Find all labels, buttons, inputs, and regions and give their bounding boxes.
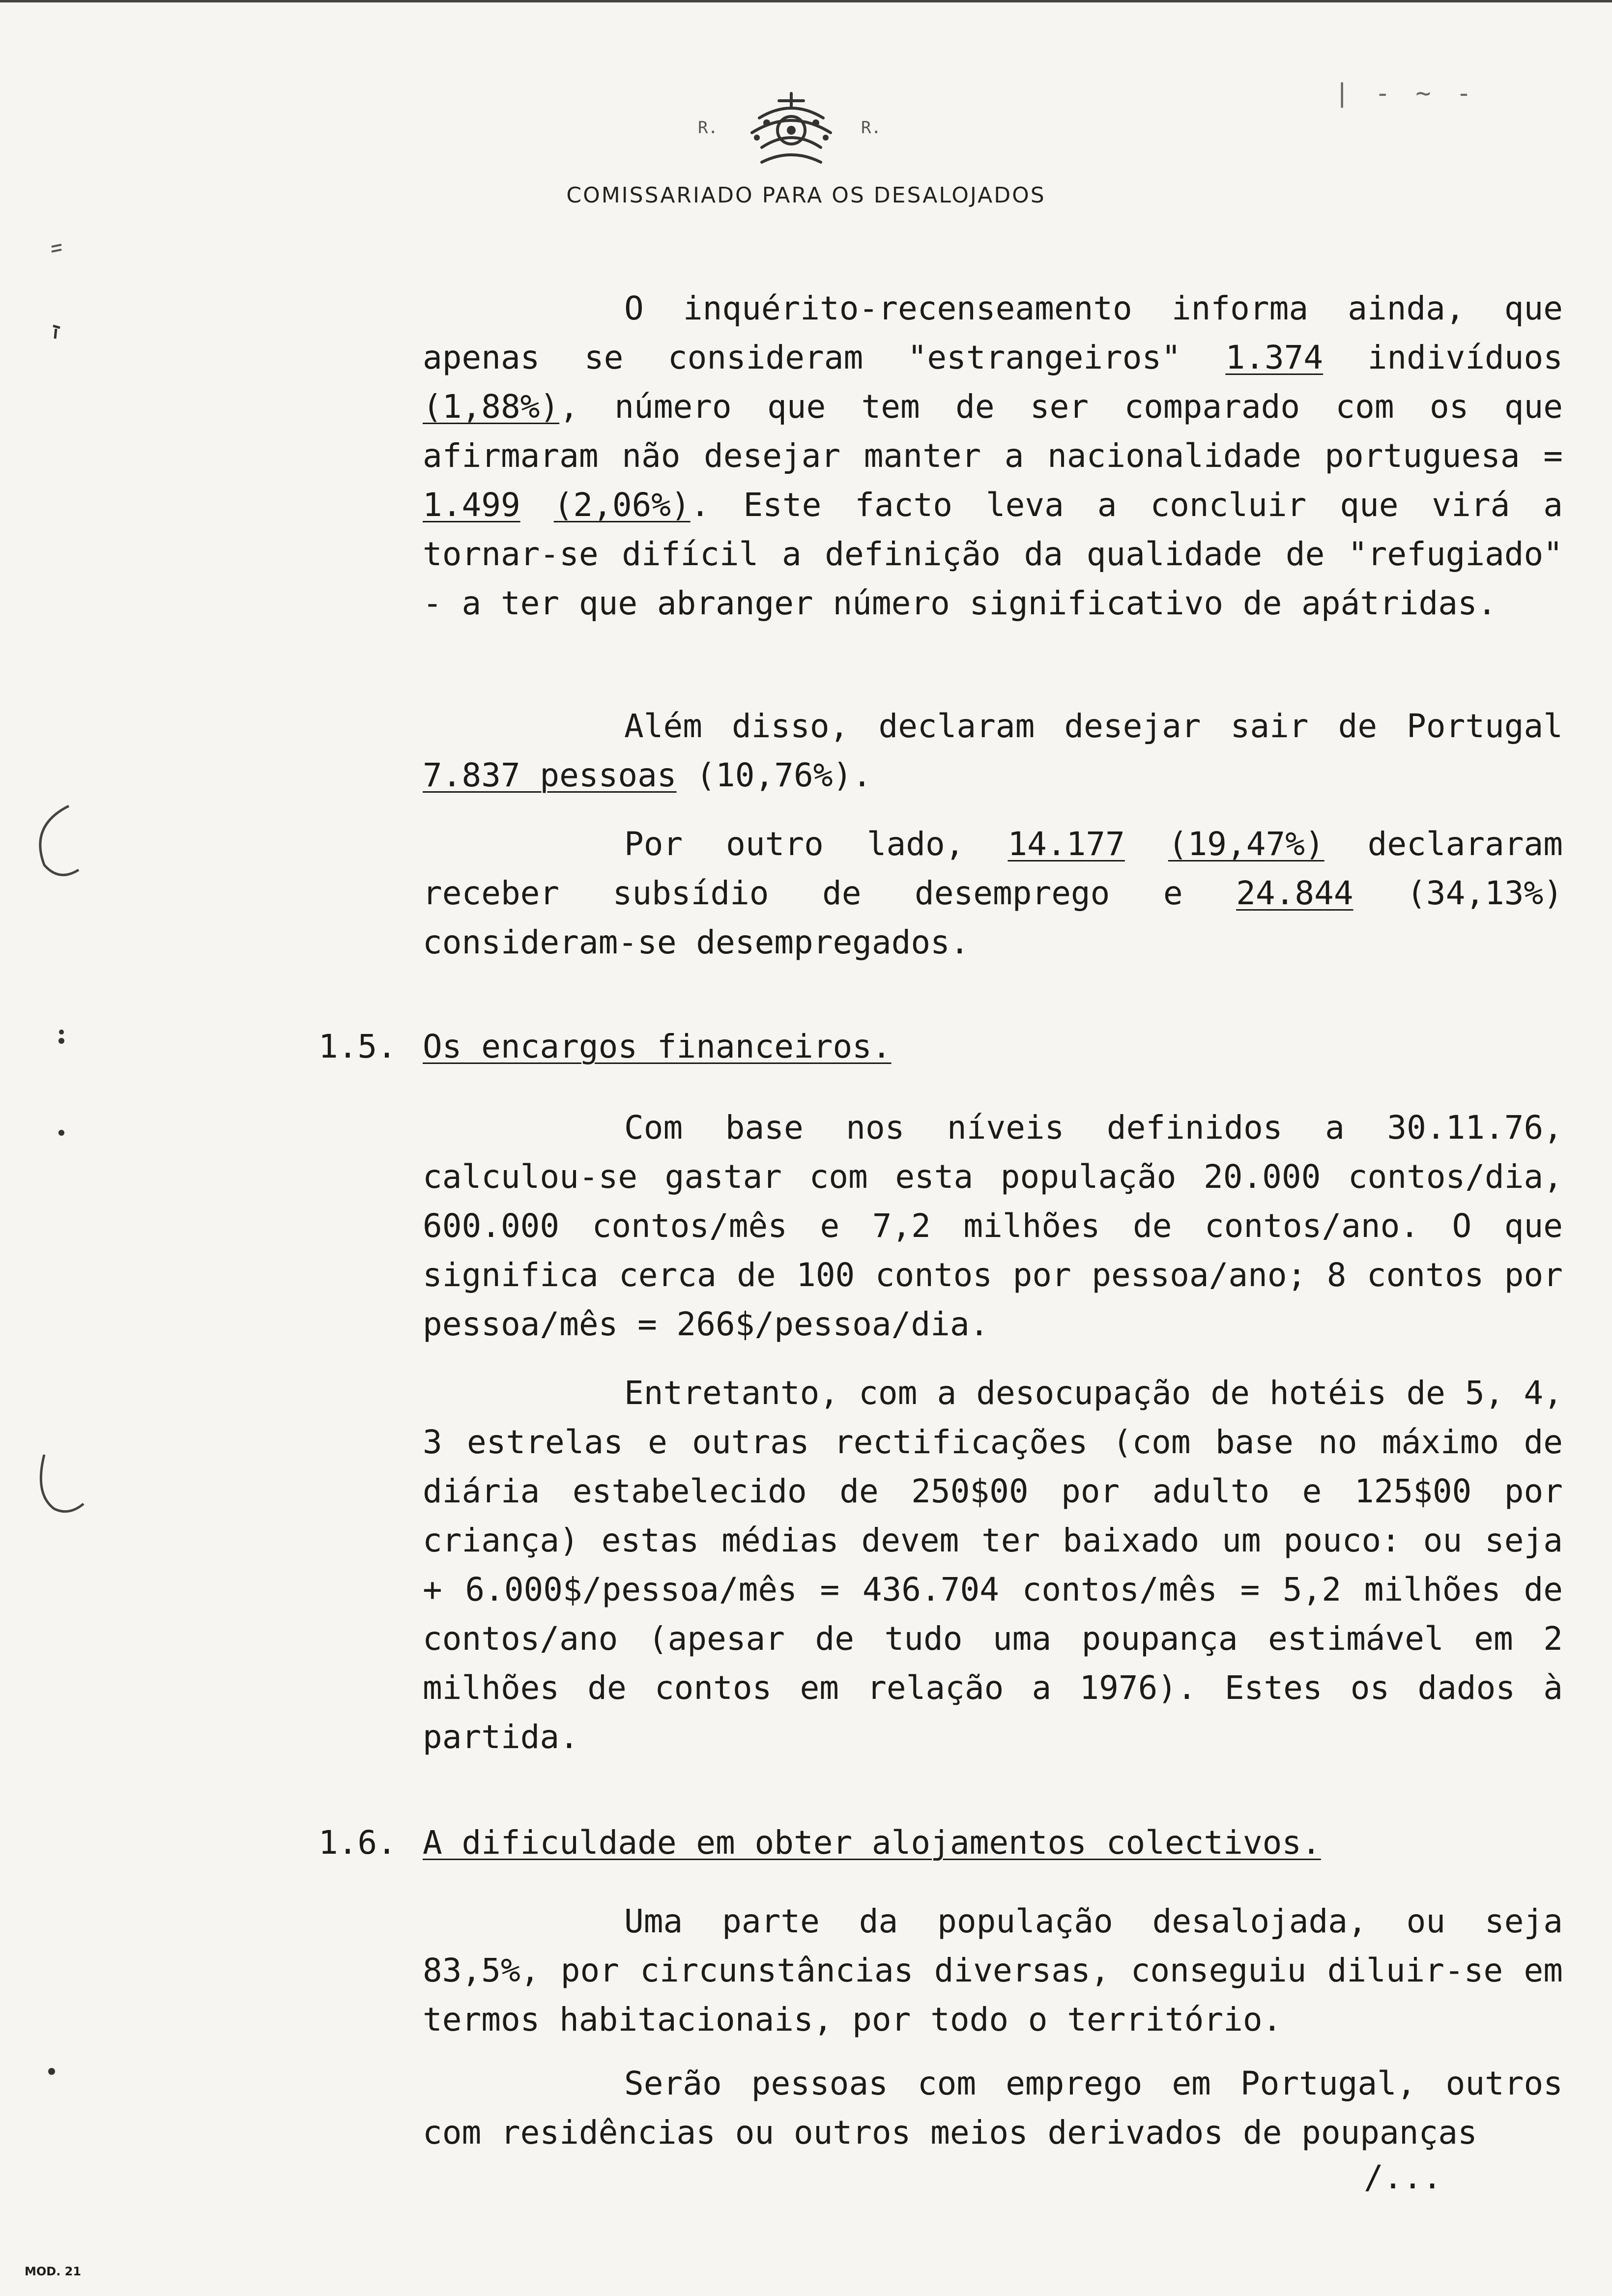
p1-seg-2: indivíduos [1323, 339, 1563, 376]
p3-seg-2 [1125, 825, 1168, 863]
section-title: A dificuldade em obter alojamentos colectivos. [423, 1824, 1321, 1862]
p3-seg-1: 14.177 [1008, 825, 1125, 863]
section-number: 1.6. [318, 1824, 397, 1862]
p6-seg-0: Uma parte da população desalojada, ou seja 83,5%, por circunstâncias diversas, conseguiu diluir-se em termos habitacionais, por todo o território. [423, 1902, 1563, 2038]
paragraph-dispersed-population [423, 1897, 1563, 2044]
top-border-line [0, 0, 1612, 2]
p1-seg-6 [520, 486, 554, 524]
paragraph-leave-portugal [423, 702, 1563, 800]
margin-dot-mark [49, 322, 64, 342]
form-code: MOD. 21 [25, 2265, 82, 2278]
p3-seg-5: 24.844 [1236, 874, 1353, 912]
margin-dash-mark [49, 241, 64, 256]
margin-dot-mark [54, 1125, 69, 1145]
letterhead-title: COMISSARIADO PARA OS DESALOJADOS [566, 183, 1046, 208]
emblem-right-mark: R. [861, 118, 881, 138]
coat-of-arms-emblem [732, 88, 850, 172]
paragraph-hotel-vacancy [423, 1369, 1563, 1762]
p1-seg-4: , número que tem de ser comparado com os que afirmaram não desejar manter a nacionalidade portuguesa = [423, 388, 1563, 475]
p2-seg-0: Além disso, declaram desejar sair de Portugal [624, 707, 1563, 745]
paragraph-unemployment [423, 820, 1563, 967]
p1-seg-8: . Este facto leva a concluir que virá a tornar-se difícil a definição da qualidade de "refugiado" - a ter que abranger número significativo de apátridas. [423, 486, 1563, 622]
paragraph-employed-people [423, 2059, 1563, 2157]
punch-hole-arc-bottom [29, 1450, 88, 1519]
p1-seg-5: 1.499 [423, 486, 520, 524]
emblem-left-mark: R. [698, 118, 718, 138]
margin-dot-mark [44, 2064, 59, 2084]
margin-dot-mark [54, 1027, 69, 1047]
p5-seg-0: Entretanto, com a desocupação de hotéis de 5, 4, 3 estrelas e outras rectificações (com base no máximo de diária estabelecido de 250$00 por adulto e 125$00 por criança) estas médias devem ter baixado um pouco: ou seja + 6.000$/pessoa/mês = 436.704 contos/mês = 5,2 milhões de contos/ano (apesar de tudo uma poupança estimável em 2 milhões de contos em relação a 1976). Estes os dados à partida. [423, 1374, 1563, 1756]
paragraph-foreigners [423, 284, 1563, 628]
p3-seg-0: Por outro lado, [624, 825, 1008, 863]
continuation-mark: /... [1364, 2158, 1442, 2196]
p3-seg-4: declararam receber subsídio de desemprego e [423, 825, 1563, 912]
section-heading-1-5 [318, 1022, 1596, 1071]
p1-seg-1: 1.374 [1225, 339, 1324, 376]
p3-seg-3: (19,47%) [1168, 825, 1324, 863]
p1-seg-7: (2,06%) [553, 486, 691, 524]
punch-hole-arc-top [29, 796, 84, 885]
section-title: Os encargos financeiros. [423, 1028, 892, 1065]
p2-seg-1: 7.837 pessoas [423, 756, 677, 794]
p1-seg-3: (1,88%) [423, 388, 560, 426]
p4-seg-0: Com base nos níveis definidos a 30.11.76, calculou-se gastar com esta população 20.000 contos/dia, 600.000 contos/mês e 7,2 milhões de contos/ano. O que significa cerca de 100 contos por pessoa/ano; 8 contos por pessoa/mês = 266$/pessoa/dia. [423, 1109, 1563, 1343]
p1-seg-0: O inquérito-recenseamento informa ainda, que apenas se consideram "estrangeiros" [423, 289, 1563, 376]
section-heading-1-6 [318, 1818, 1596, 1867]
top-right-handwritten-mark: | - ~ - [1334, 79, 1477, 108]
p3-seg-6: (34,13%) consideram-se desempregados. [423, 874, 1563, 961]
section-number: 1.5. [318, 1028, 397, 1065]
p2-seg-2: (10,76%). [676, 756, 872, 794]
paragraph-costs [423, 1103, 1563, 1349]
p7-seg-0: Serão pessoas com emprego em Portugal, outros com residências ou outros meios derivados de poupanças [423, 2065, 1563, 2152]
